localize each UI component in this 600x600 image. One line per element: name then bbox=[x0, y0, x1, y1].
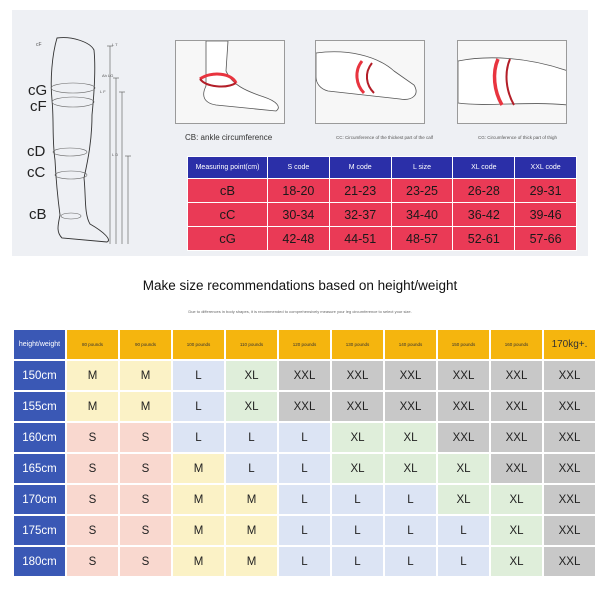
measure-table-body bbox=[188, 179, 577, 251]
size-cell: XXL bbox=[331, 391, 384, 422]
weight-header: 100 pounds bbox=[172, 329, 225, 360]
cg-ring bbox=[51, 83, 95, 93]
size-cell: XL bbox=[490, 546, 543, 577]
measure-value-cell: 52-61 bbox=[453, 227, 515, 251]
size-cell: S bbox=[119, 484, 172, 515]
size-cell: S bbox=[119, 422, 172, 453]
size-row bbox=[13, 422, 596, 453]
size-cell: L bbox=[331, 484, 384, 515]
caption-cg: CG: Circumference of thick part of thigh bbox=[478, 135, 558, 140]
leg-label-cf-small: cF bbox=[36, 42, 42, 48]
measure-row bbox=[188, 203, 577, 227]
size-cell: XXL bbox=[437, 391, 490, 422]
leg-label-cf: cF bbox=[30, 98, 47, 115]
size-cell: XL bbox=[490, 515, 543, 546]
measure-note: Due to differences in body shapes, it is recommended to comprehensively measure your leg circumference to select your size. bbox=[188, 309, 412, 314]
dim-label-ld: L D bbox=[112, 152, 119, 157]
size-cell: L bbox=[437, 515, 490, 546]
measure-header-cell: Measuring point(cm) bbox=[188, 157, 268, 179]
size-row bbox=[13, 391, 596, 422]
size-cell: L bbox=[225, 453, 278, 484]
size-cell: XXL bbox=[543, 422, 596, 453]
weight-header: 120 pounds bbox=[278, 329, 331, 360]
size-cell: XL bbox=[331, 453, 384, 484]
weight-header: 130 pounds bbox=[331, 329, 384, 360]
size-table-body bbox=[13, 360, 596, 577]
measure-header-cell: L size bbox=[391, 157, 453, 179]
size-cell: L bbox=[278, 422, 331, 453]
size-cell: XL bbox=[225, 391, 278, 422]
height-cell: 175cm bbox=[13, 515, 66, 546]
weight-header: 170kg+. bbox=[543, 329, 596, 360]
size-cell: M bbox=[172, 546, 225, 577]
measure-value-cell: 57-66 bbox=[515, 227, 577, 251]
cf-ring bbox=[52, 97, 94, 107]
size-cell: XXL bbox=[278, 360, 331, 391]
dim-label-lt: L T bbox=[112, 42, 118, 47]
size-cell: M bbox=[172, 484, 225, 515]
size-cell: S bbox=[66, 453, 119, 484]
cd-ring bbox=[53, 148, 87, 156]
size-cell: S bbox=[66, 484, 119, 515]
size-cell: L bbox=[278, 453, 331, 484]
height-cell: 160cm bbox=[13, 422, 66, 453]
measure-value-cell: 18-20 bbox=[268, 179, 330, 203]
size-cell: M bbox=[225, 515, 278, 546]
cc-ring bbox=[55, 171, 87, 179]
height-cell: 165cm bbox=[13, 453, 66, 484]
measurement-panel bbox=[12, 10, 588, 256]
size-row bbox=[13, 515, 596, 546]
leg-label-cg: cG bbox=[28, 82, 48, 99]
measure-point-cell: cC bbox=[188, 203, 268, 227]
height-cell: 180cm bbox=[13, 546, 66, 577]
size-row bbox=[13, 360, 596, 391]
size-cell: L bbox=[172, 422, 225, 453]
leg-outline bbox=[51, 38, 108, 242]
size-cell: L bbox=[384, 546, 437, 577]
measure-row bbox=[188, 227, 577, 251]
measure-header-cell: XXL code bbox=[515, 157, 577, 179]
size-cell: S bbox=[119, 515, 172, 546]
measure-point-cell: cB bbox=[188, 179, 268, 203]
size-cell: M bbox=[172, 453, 225, 484]
size-cell: XXL bbox=[437, 422, 490, 453]
size-cell: XXL bbox=[490, 360, 543, 391]
size-cell: S bbox=[66, 546, 119, 577]
size-cell: XL bbox=[437, 484, 490, 515]
cb-ring bbox=[61, 213, 81, 219]
size-cell: S bbox=[119, 453, 172, 484]
size-cell: M bbox=[119, 360, 172, 391]
size-cell: S bbox=[119, 546, 172, 577]
size-cell: L bbox=[278, 546, 331, 577]
size-cell: M bbox=[225, 546, 278, 577]
size-recommendation-table bbox=[12, 328, 597, 578]
measure-point-cell: cG bbox=[188, 227, 268, 251]
size-cell: S bbox=[66, 515, 119, 546]
measure-value-cell: 39-46 bbox=[515, 203, 577, 227]
size-cell: M bbox=[119, 391, 172, 422]
weight-header: 150 pounds bbox=[437, 329, 490, 360]
height-cell: 150cm bbox=[13, 360, 66, 391]
size-cell: XL bbox=[225, 360, 278, 391]
caption-cc: CC: Circumference of the thickest part of the calf bbox=[336, 135, 434, 140]
height-cell: 155cm bbox=[13, 391, 66, 422]
measure-value-cell: 21-23 bbox=[329, 179, 391, 203]
size-cell: L bbox=[437, 546, 490, 577]
size-cell: XL bbox=[437, 453, 490, 484]
measure-value-cell: 26-28 bbox=[453, 179, 515, 203]
corner-header: height/weight bbox=[13, 329, 66, 360]
size-cell: L bbox=[225, 422, 278, 453]
size-cell: XXL bbox=[543, 546, 596, 577]
size-cell: XXL bbox=[490, 391, 543, 422]
size-cell: XXL bbox=[543, 453, 596, 484]
size-header-row bbox=[13, 329, 596, 360]
size-cell: L bbox=[331, 515, 384, 546]
measure-value-cell: 34-40 bbox=[391, 203, 453, 227]
measure-value-cell: 32-37 bbox=[329, 203, 391, 227]
measure-value-cell: 48-57 bbox=[391, 227, 453, 251]
size-cell: L bbox=[172, 360, 225, 391]
measure-value-cell: 36-42 bbox=[453, 203, 515, 227]
size-cell: XXL bbox=[437, 360, 490, 391]
dim-label-lf: L F bbox=[100, 89, 106, 94]
calf-icon bbox=[316, 41, 425, 124]
size-cell: XL bbox=[384, 422, 437, 453]
size-cell: XXL bbox=[384, 391, 437, 422]
size-cell: XXL bbox=[278, 391, 331, 422]
weight-header: 160 pounds bbox=[490, 329, 543, 360]
size-cell: XL bbox=[384, 453, 437, 484]
size-cell: XL bbox=[490, 484, 543, 515]
caption-cb: CB: ankle circumference bbox=[185, 133, 273, 142]
measurement-table bbox=[187, 156, 577, 251]
size-cell: L bbox=[384, 484, 437, 515]
thigh-measure-photo bbox=[457, 40, 567, 124]
size-cell: XXL bbox=[543, 391, 596, 422]
thigh-icon bbox=[458, 41, 567, 124]
size-cell: XXL bbox=[490, 422, 543, 453]
size-cell: L bbox=[278, 484, 331, 515]
size-cell: S bbox=[66, 422, 119, 453]
size-row bbox=[13, 484, 596, 515]
measure-value-cell: 44-51 bbox=[329, 227, 391, 251]
measure-value-cell: 29-31 bbox=[515, 179, 577, 203]
size-cell: XXL bbox=[543, 360, 596, 391]
leg-label-cb: cB bbox=[29, 206, 47, 223]
weight-header: 90 pounds bbox=[119, 329, 172, 360]
size-cell: M bbox=[66, 391, 119, 422]
measure-header-row bbox=[188, 157, 577, 179]
size-cell: XXL bbox=[543, 484, 596, 515]
ankle-measure-photo bbox=[175, 40, 285, 124]
size-cell: M bbox=[172, 515, 225, 546]
measure-value-cell: 30-34 bbox=[268, 203, 330, 227]
size-cell: M bbox=[225, 484, 278, 515]
size-cell: L bbox=[384, 515, 437, 546]
dim-label-lg: Ah LG bbox=[102, 73, 114, 78]
leg-label-cd: cD bbox=[27, 143, 46, 160]
height-cell: 170cm bbox=[13, 484, 66, 515]
size-cell: L bbox=[278, 515, 331, 546]
measure-header-cell: S code bbox=[268, 157, 330, 179]
measure-value-cell: 42-48 bbox=[268, 227, 330, 251]
size-cell: XXL bbox=[331, 360, 384, 391]
foot-icon bbox=[176, 41, 285, 124]
measure-header-cell: XL code bbox=[453, 157, 515, 179]
calf-measure-photo bbox=[315, 40, 425, 124]
page-heading: Make size recommendations based on height/weight bbox=[142, 278, 458, 293]
measure-header-cell: M code bbox=[329, 157, 391, 179]
measure-value-cell: 23-25 bbox=[391, 179, 453, 203]
weight-header: 110 pounds bbox=[225, 329, 278, 360]
weight-header: 140 pounds bbox=[384, 329, 437, 360]
size-row bbox=[13, 453, 596, 484]
size-cell: M bbox=[66, 360, 119, 391]
size-row bbox=[13, 546, 596, 577]
size-cell: L bbox=[172, 391, 225, 422]
size-cell: XXL bbox=[384, 360, 437, 391]
measure-row bbox=[188, 179, 577, 203]
size-cell: XL bbox=[331, 422, 384, 453]
size-cell: XXL bbox=[490, 453, 543, 484]
size-cell: XXL bbox=[543, 515, 596, 546]
size-cell: L bbox=[331, 546, 384, 577]
weight-header: 80 pounds bbox=[66, 329, 119, 360]
leg-label-cc: cC bbox=[27, 164, 46, 181]
